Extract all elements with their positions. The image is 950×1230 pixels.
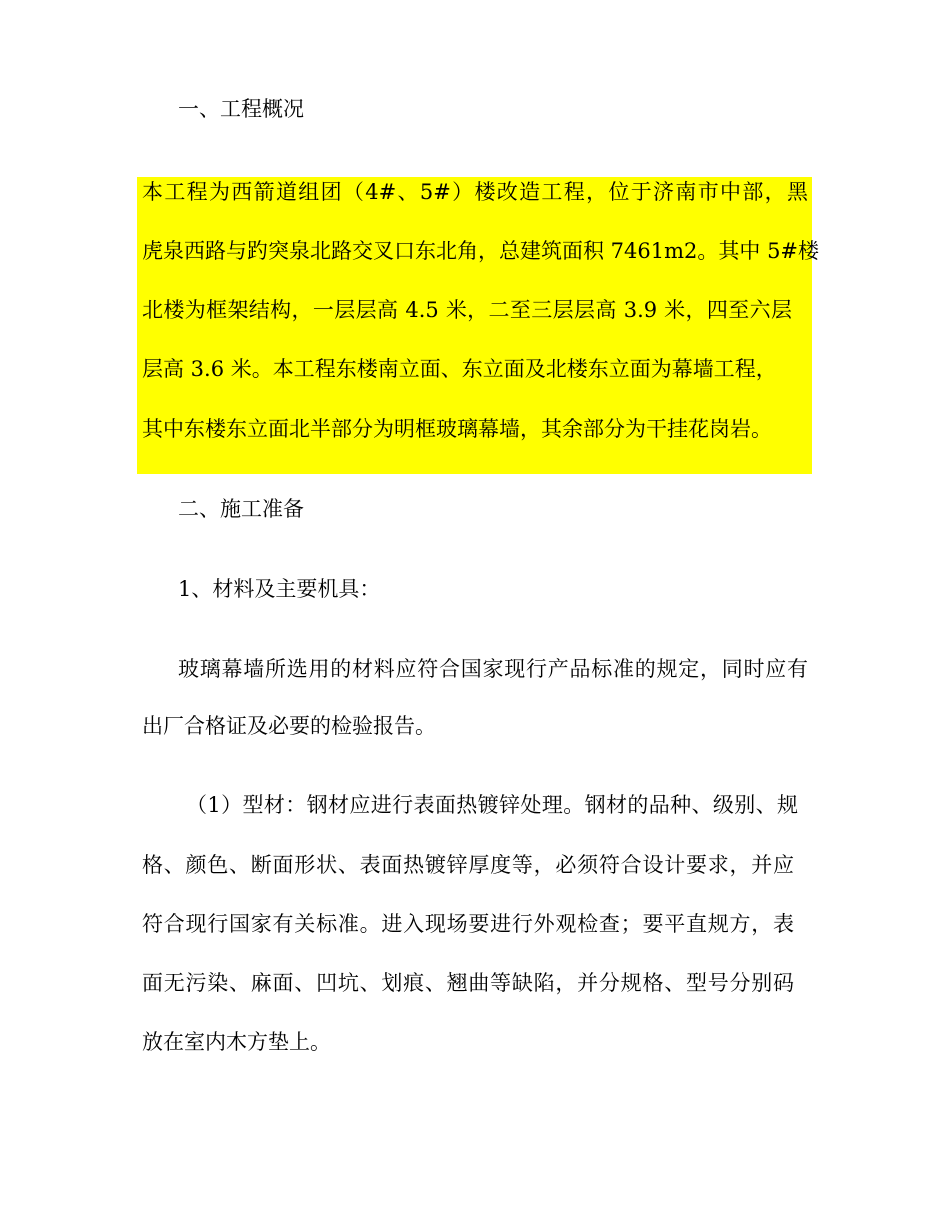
- profile-para-line-4: 面无污染、麻面、凹坑、划痕、翘曲等缺陷，并分规格、型号分别码: [142, 971, 794, 995]
- section-heading-overview: 一、工程概况: [178, 97, 304, 121]
- glass-para-line-2: 出厂合格证及必要的检验报告。: [142, 714, 436, 738]
- section-heading-preparation: 二、施工准备: [178, 497, 304, 521]
- overview-line-5: 其中东楼东立面北半部分为明框玻璃幕墙，其余部分为干挂花岗岩。: [142, 417, 772, 441]
- profile-para-line-5: 放在室内木方垫上。: [142, 1030, 331, 1054]
- overview-line-3: 北楼为框架结构，一层层高 4.5 米，二至三层层高 3.9 米，四至六层: [142, 298, 792, 322]
- subheading-materials: 1、材料及主要机具：: [178, 577, 381, 601]
- overview-line-4: 层高 3.6 米。本工程东楼南立面、东立面及北楼东立面为幕墙工程，: [142, 357, 777, 381]
- overview-line-1: 本工程为西箭道组团（4#、5#）楼改造工程，位于济南市中部，黑: [142, 180, 808, 204]
- profile-para-line-3: 符合现行国家有关标准。进入现场要进行外观检查；要平直规方，表: [142, 912, 794, 936]
- overview-line-2: 虎泉西路与趵突泉北路交叉口东北角，总建筑面积 7461m2。其中 5#楼: [142, 239, 820, 263]
- glass-para-line-1: 玻璃幕墙所选用的材料应符合国家现行产品标准的规定，同时应有: [178, 657, 808, 681]
- profile-para-line-2: 格、颜色、断面形状、表面热镀锌厚度等，必须符合设计要求，并应: [142, 853, 794, 877]
- profile-para-line-1: （1）型材：钢材应进行表面热镀锌处理。钢材的品种、级别、规: [186, 793, 798, 817]
